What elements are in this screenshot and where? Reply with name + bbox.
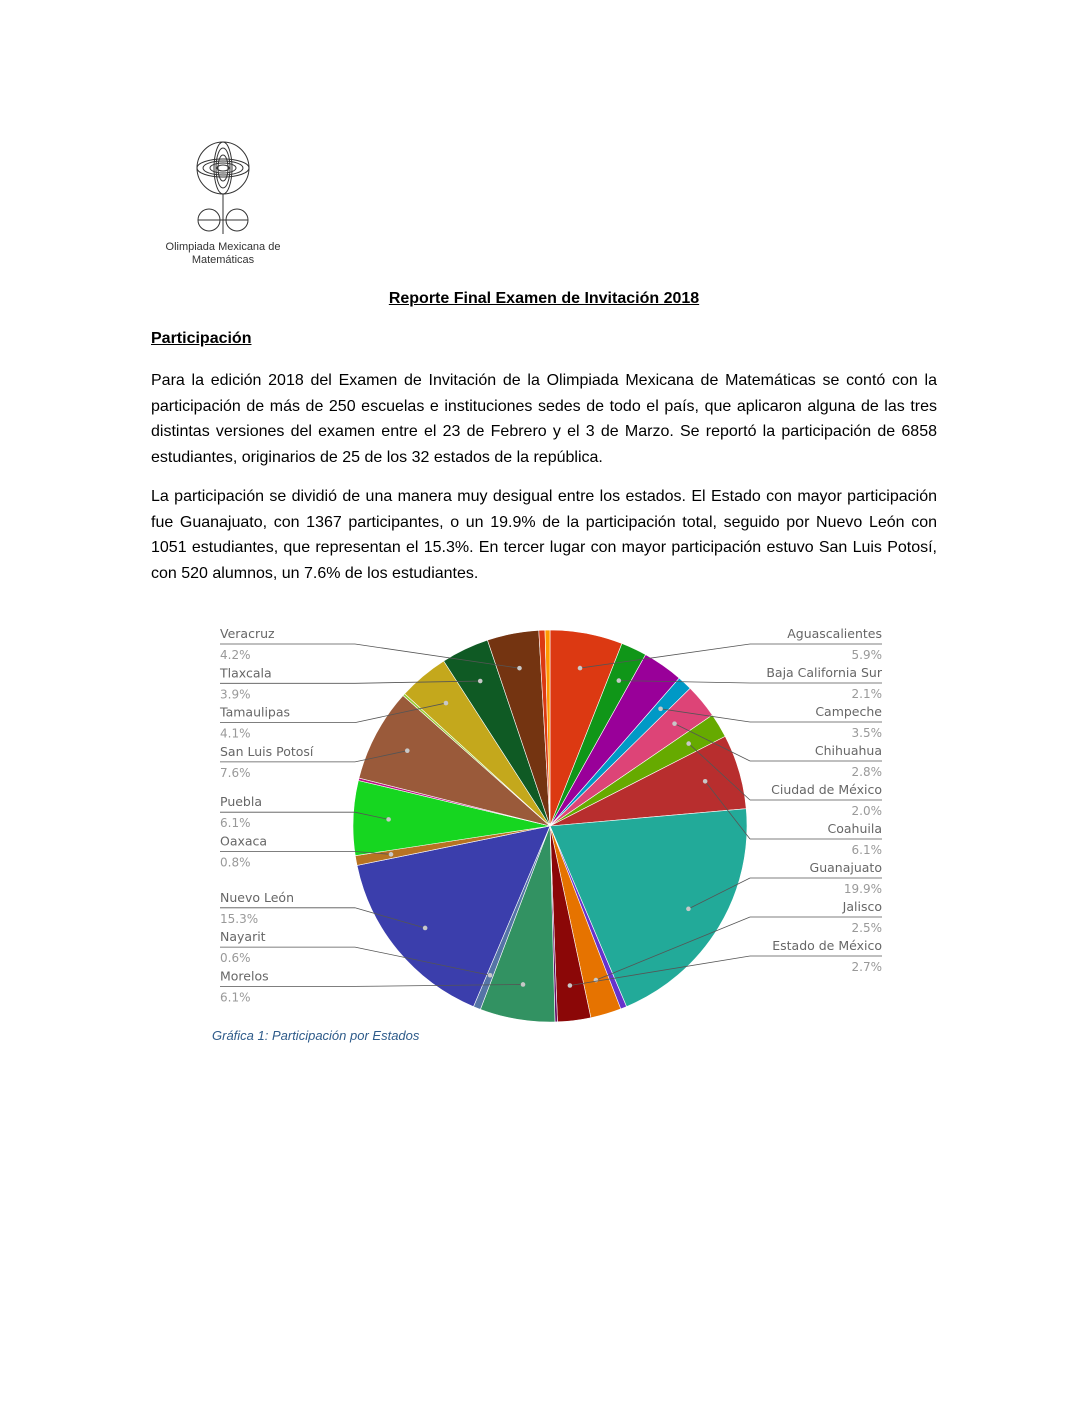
legend-label-morelos: Morelos [220, 968, 269, 984]
legend-label-tlaxcala: Tlaxcala [220, 665, 272, 681]
leader-dot-puebla [386, 817, 391, 822]
legend-label-tamaulipas: Tamaulipas [220, 704, 291, 720]
leader-dot-coahuila [703, 779, 708, 784]
report-title: Reporte Final Examen de Invitación 2018 [388, 290, 700, 307]
olimpiada-logo-emblem [196, 138, 250, 236]
logo-text [158, 241, 288, 267]
legend-label-oaxaca: Oaxaca [220, 833, 268, 849]
leader-dot-tlaxcala [478, 679, 483, 684]
leader-dot-nayarit [488, 973, 493, 978]
legend-pct-tamaulipas: 4.1% [220, 726, 251, 741]
legend-label-aguascalientes: Aguascalientes [787, 626, 882, 641]
leader-dot-san-luis-potosi [405, 748, 410, 753]
legend-pct-nuevo-leon: 15.3% [220, 911, 259, 926]
legend-pct-campeche: 3.5% [851, 726, 882, 740]
legend-pct-chihuahua: 2.8% [851, 765, 882, 779]
legend-pct-guanajuato: 19.9% [843, 882, 882, 896]
legend-label-estado-de-mexico: Estado de México [772, 938, 882, 953]
legend-label-puebla: Puebla [220, 794, 262, 810]
legend-label-ciudad-de-mexico: Ciudad de México [771, 782, 882, 797]
legend-pct-jalisco: 2.5% [851, 921, 882, 935]
leader-dot-estado-de-mexico [568, 983, 573, 988]
legend-label-san-luis-potosi: San Luis Potosí [220, 743, 314, 759]
chart-caption: Gráfica 1: Participación por Estados [212, 1028, 420, 1043]
leader-dot-morelos [521, 982, 526, 987]
legend-pct-puebla: 6.1% [220, 816, 251, 831]
legend-label-baja-california-sur: Baja California Sur [766, 665, 882, 680]
legend-pct-san-luis-potosi: 7.6% [220, 765, 251, 780]
leader-dot-veracruz [517, 666, 522, 671]
section-heading: Participación [151, 330, 252, 347]
logo-text-line2: Matemáticas [191, 254, 255, 266]
legend-pct-veracruz: 4.2% [220, 648, 251, 662]
olimpiada-logo [158, 138, 288, 270]
leader-dot-guanajuato [686, 907, 691, 912]
legend-pct-coahuila: 6.1% [851, 843, 882, 857]
legend-label-chihuahua: Chihuahua [814, 743, 882, 758]
legend-pct-aguascalientes: 5.9% [851, 648, 882, 662]
legend-pct-oaxaca: 0.8% [220, 855, 251, 870]
legend-pct-baja-california-sur: 2.1% [851, 687, 882, 701]
legend-pct-ciudad-de-mexico: 2.0% [851, 804, 882, 818]
legend-label-coahuila: Coahuila [827, 821, 882, 836]
leader-dot-campeche [658, 707, 663, 712]
leader-dot-chihuahua [672, 721, 677, 726]
paragraph-1: Para la edición 2018 del Examen de Invitación de la Olimpiada Mexicana de Matemáticas se contó con la participación de más de 250 escuelas e instituciones sedes de todo el país, que aplicaron alguna de las tres distintas versiones del examen entre el 23 de Febrero y el 3 de Marzo. Se reportó la participación de 6858 estudiantes, originarios de 25 de los 32 estados de la república. [151, 372, 937, 466]
legend-label-jalisco: Jalisco [842, 899, 882, 914]
leader-dot-nuevo-leon [423, 926, 428, 931]
leader-dot-tamaulipas [444, 701, 449, 706]
legend-pct-nayarit: 0.6% [220, 951, 251, 966]
legend-pct-estado-de-mexico: 2.7% [851, 960, 882, 974]
leader-dot-oaxaca [389, 852, 394, 857]
legend-pct-morelos: 6.1% [220, 990, 251, 1005]
legend-label-campeche: Campeche [815, 704, 882, 719]
logo-text-line1: Olimpiada Mexicana de [165, 241, 281, 253]
leader-dot-ciudad-de-mexico [686, 741, 691, 746]
legend-pct-tlaxcala: 3.9% [220, 687, 251, 702]
legend-label-nuevo-leon: Nuevo León [220, 889, 294, 905]
pie-chart [0, 620, 1088, 1035]
paragraph-2: La participación se dividió de una manera muy desigual entre los estados. El Estado con mayor participación fue Guanajuato, con 1367 participantes, o un 19.9% de la participación total, seguido por Nuevo León con 1051 estudiantes, que representan el 15.3%. En tercer lugar con mayor participación estuvo San Luis Potosí, con 520 alumnos, un 7.6% de los estudiantes. [151, 488, 937, 582]
leader-dot-baja-california-sur [617, 678, 622, 683]
leader-dot-aguascalientes [578, 666, 583, 671]
legend-label-veracruz: Veracruz [220, 626, 275, 641]
legend-label-guanajuato: Guanajuato [809, 860, 882, 875]
legend-label-nayarit: Nayarit [220, 929, 266, 945]
